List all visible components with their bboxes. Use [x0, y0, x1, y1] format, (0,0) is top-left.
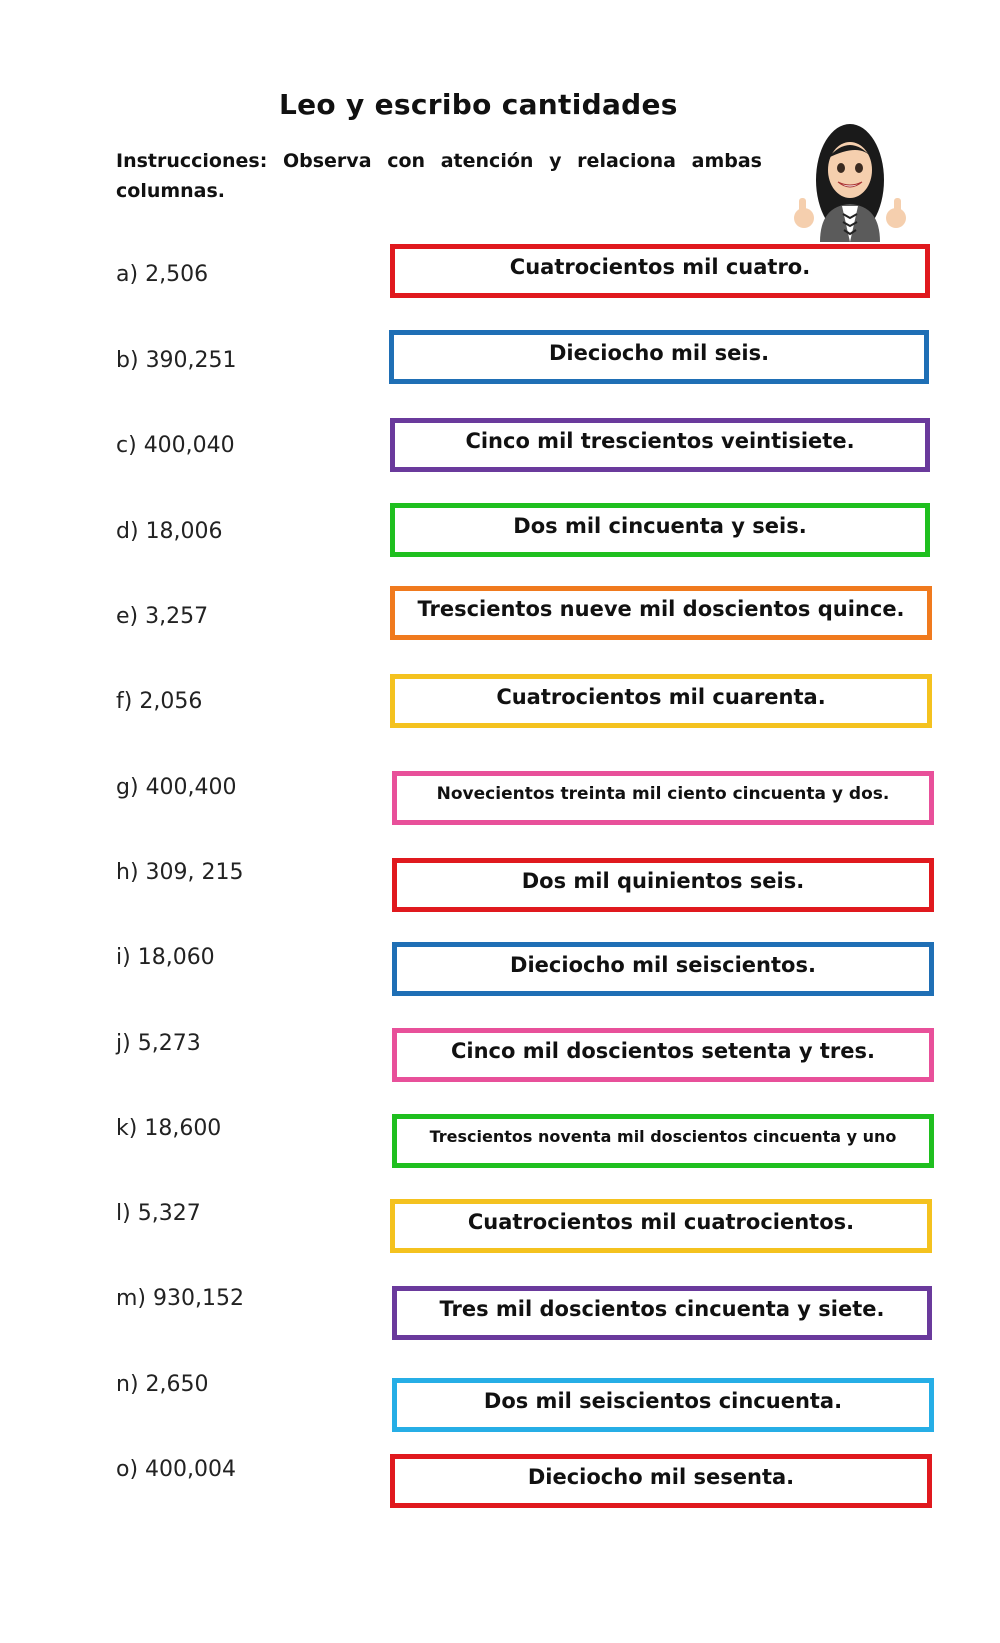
- item-value: 3,257: [145, 604, 209, 629]
- item-value: 390,251: [145, 348, 237, 373]
- instructions: Instrucciones: Observa con atención y relaciona ambas columnas.: [116, 150, 762, 202]
- left-item: [116, 262, 208, 287]
- left-item: [116, 433, 235, 458]
- item-value: 5,273: [137, 1031, 201, 1056]
- item-letter: c): [116, 433, 137, 458]
- item-letter: h): [116, 860, 139, 885]
- item-letter: g): [116, 775, 139, 800]
- answer-box[interactable]: Cuatrocientos mil cuatrocientos.: [390, 1199, 932, 1253]
- item-letter: k): [116, 1116, 138, 1141]
- answer-box[interactable]: Trescientos nueve mil doscientos quince.: [390, 586, 932, 640]
- item-value: 400,004: [145, 1457, 237, 1482]
- left-item: [116, 689, 202, 714]
- item-letter: i): [116, 945, 131, 970]
- answer-box[interactable]: Tres mil doscientos cincuenta y siete.: [392, 1286, 932, 1340]
- page-title: Leo y escribo cantidades: [279, 88, 678, 121]
- item-letter: e): [116, 604, 139, 629]
- item-letter: o): [116, 1457, 139, 1482]
- item-value: 2,650: [145, 1372, 209, 1397]
- item-letter: m): [116, 1286, 147, 1311]
- left-item: [116, 519, 223, 544]
- item-value: 2,506: [145, 262, 209, 287]
- left-item: [116, 1031, 201, 1056]
- item-letter: a): [116, 262, 139, 287]
- item-value: 18,600: [144, 1116, 222, 1141]
- answer-box[interactable]: Cuatrocientos mil cuatro.: [390, 244, 930, 298]
- item-value: 2,056: [139, 689, 203, 714]
- item-value: 309, 215: [145, 860, 244, 885]
- answer-box[interactable]: Dieciocho mil seiscientos.: [392, 942, 934, 996]
- item-value: 18,060: [137, 945, 215, 970]
- item-value: 400,400: [145, 775, 237, 800]
- left-item: [116, 1201, 201, 1226]
- item-letter: d): [116, 519, 139, 544]
- left-item: [116, 860, 244, 885]
- answer-box[interactable]: Cuatrocientos mil cuarenta.: [390, 674, 932, 728]
- item-value: 400,040: [143, 433, 235, 458]
- answer-box[interactable]: Dos mil cincuenta y seis.: [390, 503, 930, 557]
- left-item: [116, 1372, 209, 1397]
- left-item: [116, 1286, 244, 1311]
- item-value: 18,006: [145, 519, 223, 544]
- answer-box[interactable]: Cinco mil trescientos veintisiete.: [390, 418, 930, 472]
- item-letter: n): [116, 1372, 139, 1397]
- left-item: [116, 604, 208, 629]
- item-letter: b): [116, 348, 139, 373]
- answer-box[interactable]: Dieciocho mil seis.: [389, 330, 929, 384]
- answer-box[interactable]: Dos mil quinientos seis.: [392, 858, 934, 912]
- item-letter: l): [116, 1201, 131, 1226]
- left-item: [116, 945, 215, 970]
- item-value: 930,152: [153, 1286, 244, 1311]
- answer-box[interactable]: Trescientos noventa mil doscientos cincuenta y uno: [392, 1114, 934, 1168]
- answer-box[interactable]: Dos mil seiscientos cincuenta.: [392, 1378, 934, 1432]
- item-letter: f): [116, 689, 133, 714]
- item-value: 5,327: [137, 1201, 201, 1226]
- answer-box[interactable]: Cinco mil doscientos setenta y tres.: [392, 1028, 934, 1082]
- left-item: [116, 1457, 236, 1482]
- answer-box[interactable]: Novecientos treinta mil ciento cincuenta y dos.: [392, 771, 934, 825]
- left-item: [116, 348, 237, 373]
- avatar: [790, 118, 910, 242]
- left-item: [116, 1116, 221, 1141]
- left-item: [116, 775, 237, 800]
- answer-box[interactable]: Dieciocho mil sesenta.: [390, 1454, 932, 1508]
- item-letter: j): [116, 1031, 131, 1056]
